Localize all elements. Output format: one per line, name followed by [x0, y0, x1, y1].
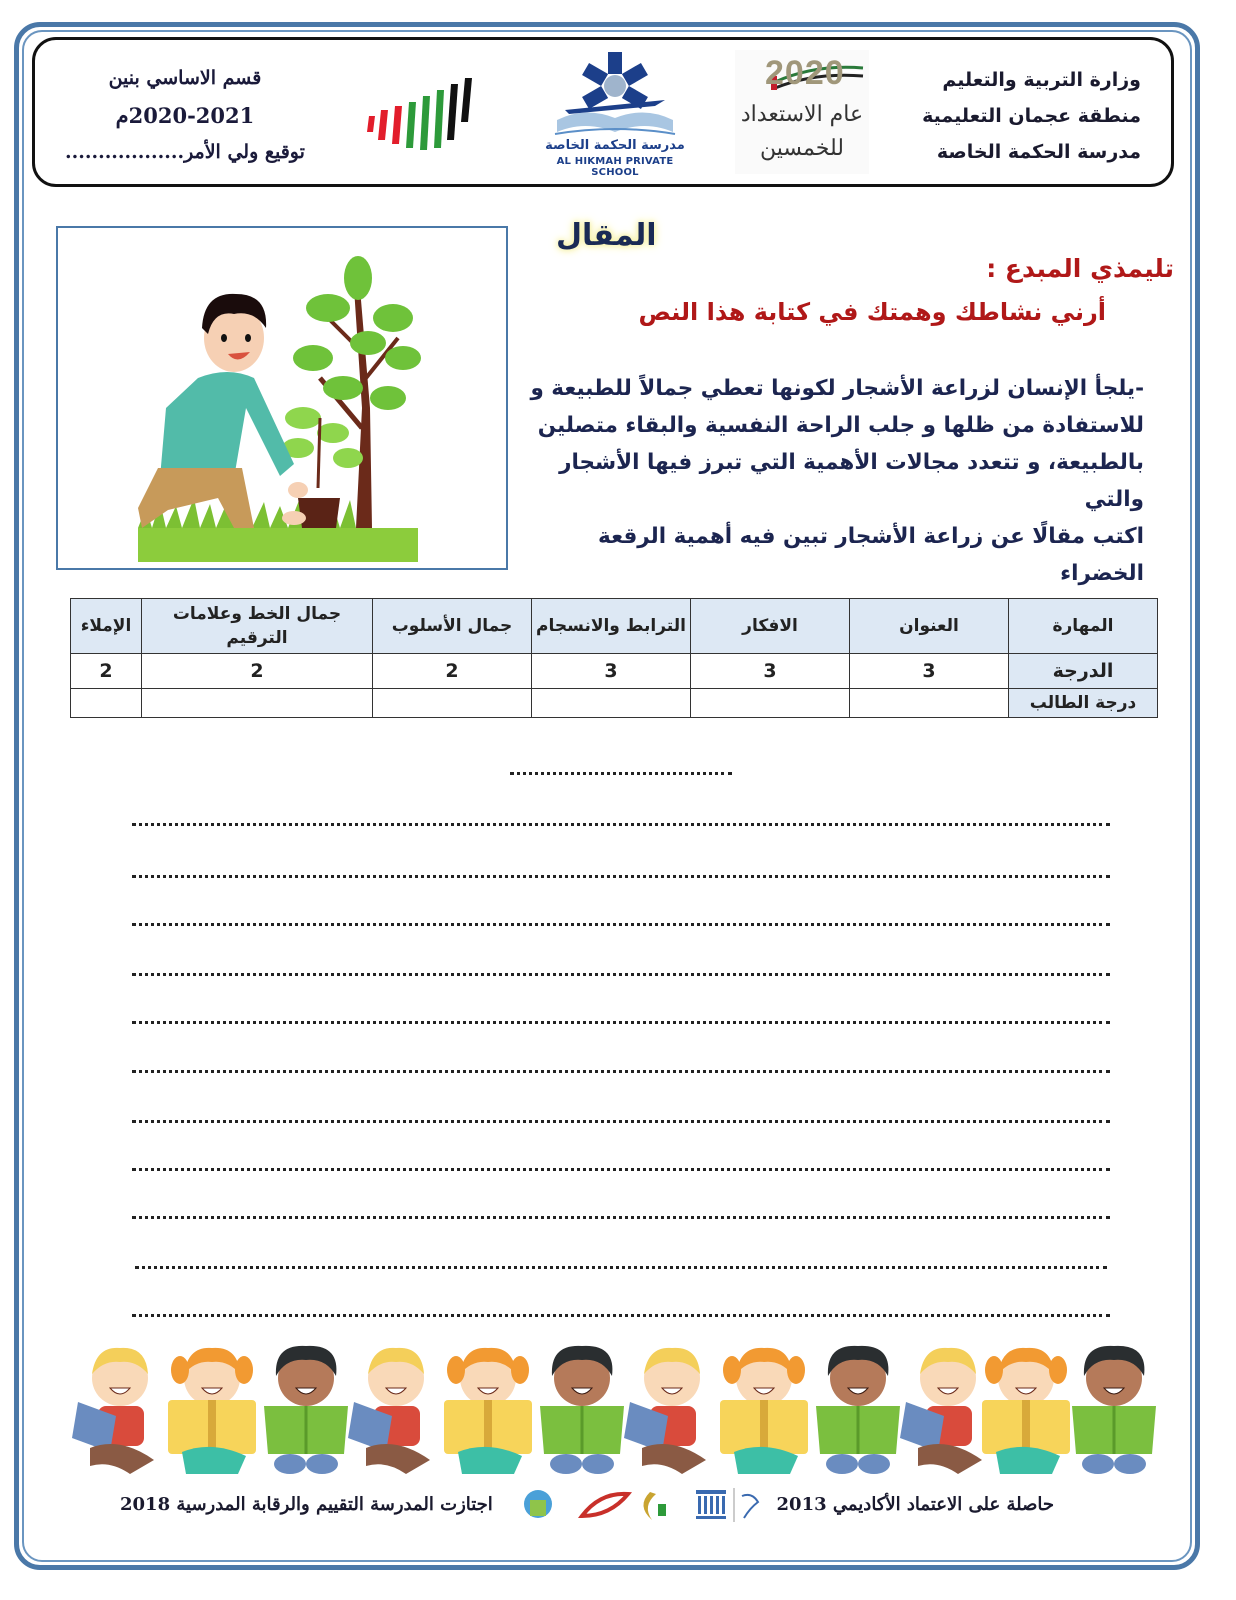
school-name: مدرسة الحكمة الخاصة [936, 141, 1141, 163]
rubric-student-row [71, 689, 1158, 718]
essay-prompt [524, 370, 1144, 592]
kids-reading-illustration [70, 1340, 1160, 1480]
challenge-text: أرني نشاطك وهمتك في كتابة هذا النص [638, 298, 1106, 326]
inspection-text: اجتازت المدرسة التقييم والرقابة المدرسية 2018 [120, 1494, 493, 1515]
essay-title: المقال [556, 218, 657, 253]
essay-title-line[interactable] [510, 772, 732, 775]
prompt-line: والتي [1084, 487, 1144, 512]
score-cell: 3 [532, 654, 691, 689]
score-row-label: الدرجة [1009, 654, 1158, 689]
writing-line[interactable] [132, 1021, 1110, 1024]
crescent-logo-icon [643, 1492, 666, 1520]
ministry-name: وزارة التربية والتعليم [942, 69, 1141, 91]
rubric-column-spelling: الإملاء [71, 599, 142, 654]
prompt-line: -يلجأ الإنسان لزراعة الأشجار لكونها تعطي جمالاً للطبيعة و [530, 376, 1144, 401]
writing-line[interactable] [132, 973, 1110, 976]
parents-council-logo-icon [524, 1490, 552, 1518]
academic-year: 2020-2021م [115, 103, 255, 128]
accreditation-logos [520, 1478, 770, 1528]
writing-line[interactable] [132, 923, 1110, 926]
boy-planting-tree-illustration [58, 228, 506, 568]
rubric-column-ideas: الافكار [691, 599, 850, 654]
award-logo-icon [582, 1494, 628, 1516]
grading-rubric-table [70, 598, 1158, 718]
writing-line[interactable] [132, 1120, 1110, 1123]
writing-line[interactable] [132, 1216, 1110, 1219]
prompt-line: للاستفادة من ظلها و جلب الراحة النفسية والبقاء متصلين [537, 413, 1144, 438]
writing-line[interactable] [132, 1168, 1110, 1171]
rubric-header-skill: المهارة [1009, 599, 1158, 654]
writing-line[interactable] [132, 1070, 1110, 1073]
year-logo-caption-1: عام الاستعداد [740, 102, 864, 127]
rubric-column-handwriting: جمال الخط وعلامات الترقيم [142, 599, 373, 654]
rubric-column-style: جمال الأسلوب [373, 599, 532, 654]
school-logo-english: AL HIKMAH PRIVATE SCHOOL [556, 156, 674, 178]
writing-line[interactable] [132, 875, 1110, 878]
rubric-score-row [71, 654, 1158, 689]
rubric-header-row [71, 599, 1158, 654]
prompt-line: الخضراء [1060, 561, 1144, 586]
score-cell: 3 [691, 654, 850, 689]
prompt-line: بالطبيعة، و تتعدد مجالات الأهمية التي تبرز فيها الأشجار [559, 450, 1144, 475]
student-score-cell[interactable] [532, 689, 691, 718]
department-name: قسم الاساسي بنين [108, 67, 262, 89]
writing-line[interactable] [132, 823, 1110, 826]
page-header [32, 37, 1174, 187]
writing-line[interactable] [132, 1314, 1110, 1317]
department-block [65, 60, 305, 171]
uae-national-brand-icon [365, 78, 477, 158]
school-logo-arabic: مدرسة الحكمة الخاصة [545, 138, 685, 153]
score-cell: 2 [71, 654, 142, 689]
student-score-cell[interactable] [691, 689, 850, 718]
unesco-logo-icon [696, 1488, 758, 1522]
school-emblem-icon [535, 48, 695, 140]
year-logo-caption-2: للخمسين [760, 136, 844, 161]
rubric-column-coherence: الترابط والانسجام [532, 599, 691, 654]
parent-signature-field[interactable]: توقيع ولي الأمر.................. [65, 141, 305, 163]
rubric-column-title: العنوان [850, 599, 1009, 654]
education-zone: منطقة عجمان التعليمية [922, 105, 1141, 127]
student-score-cell[interactable] [850, 689, 1009, 718]
year-logo-number: 2020 [765, 54, 845, 92]
student-score-label: درجة الطالب [1009, 689, 1158, 718]
year-of-fifty-logo [735, 50, 869, 174]
student-score-cell[interactable] [142, 689, 373, 718]
student-score-cell[interactable] [71, 689, 142, 718]
student-score-cell[interactable] [373, 689, 532, 718]
school-logo [535, 48, 695, 178]
prompt-line: اكتب مقالًا عن زراعة الأشجار تبين فيه أهمية الرقعة [598, 524, 1144, 549]
illustration-frame [56, 226, 508, 570]
ministry-block [922, 62, 1141, 170]
score-cell: 3 [850, 654, 1009, 689]
writing-line[interactable] [135, 1266, 1107, 1269]
student-greeting: تليمذي المبدع : [986, 254, 1174, 283]
score-cell: 2 [373, 654, 532, 689]
accreditation-text: حاصلة على الاعتماد الأكاديمي 2013 [776, 1494, 1054, 1515]
score-cell: 2 [142, 654, 373, 689]
